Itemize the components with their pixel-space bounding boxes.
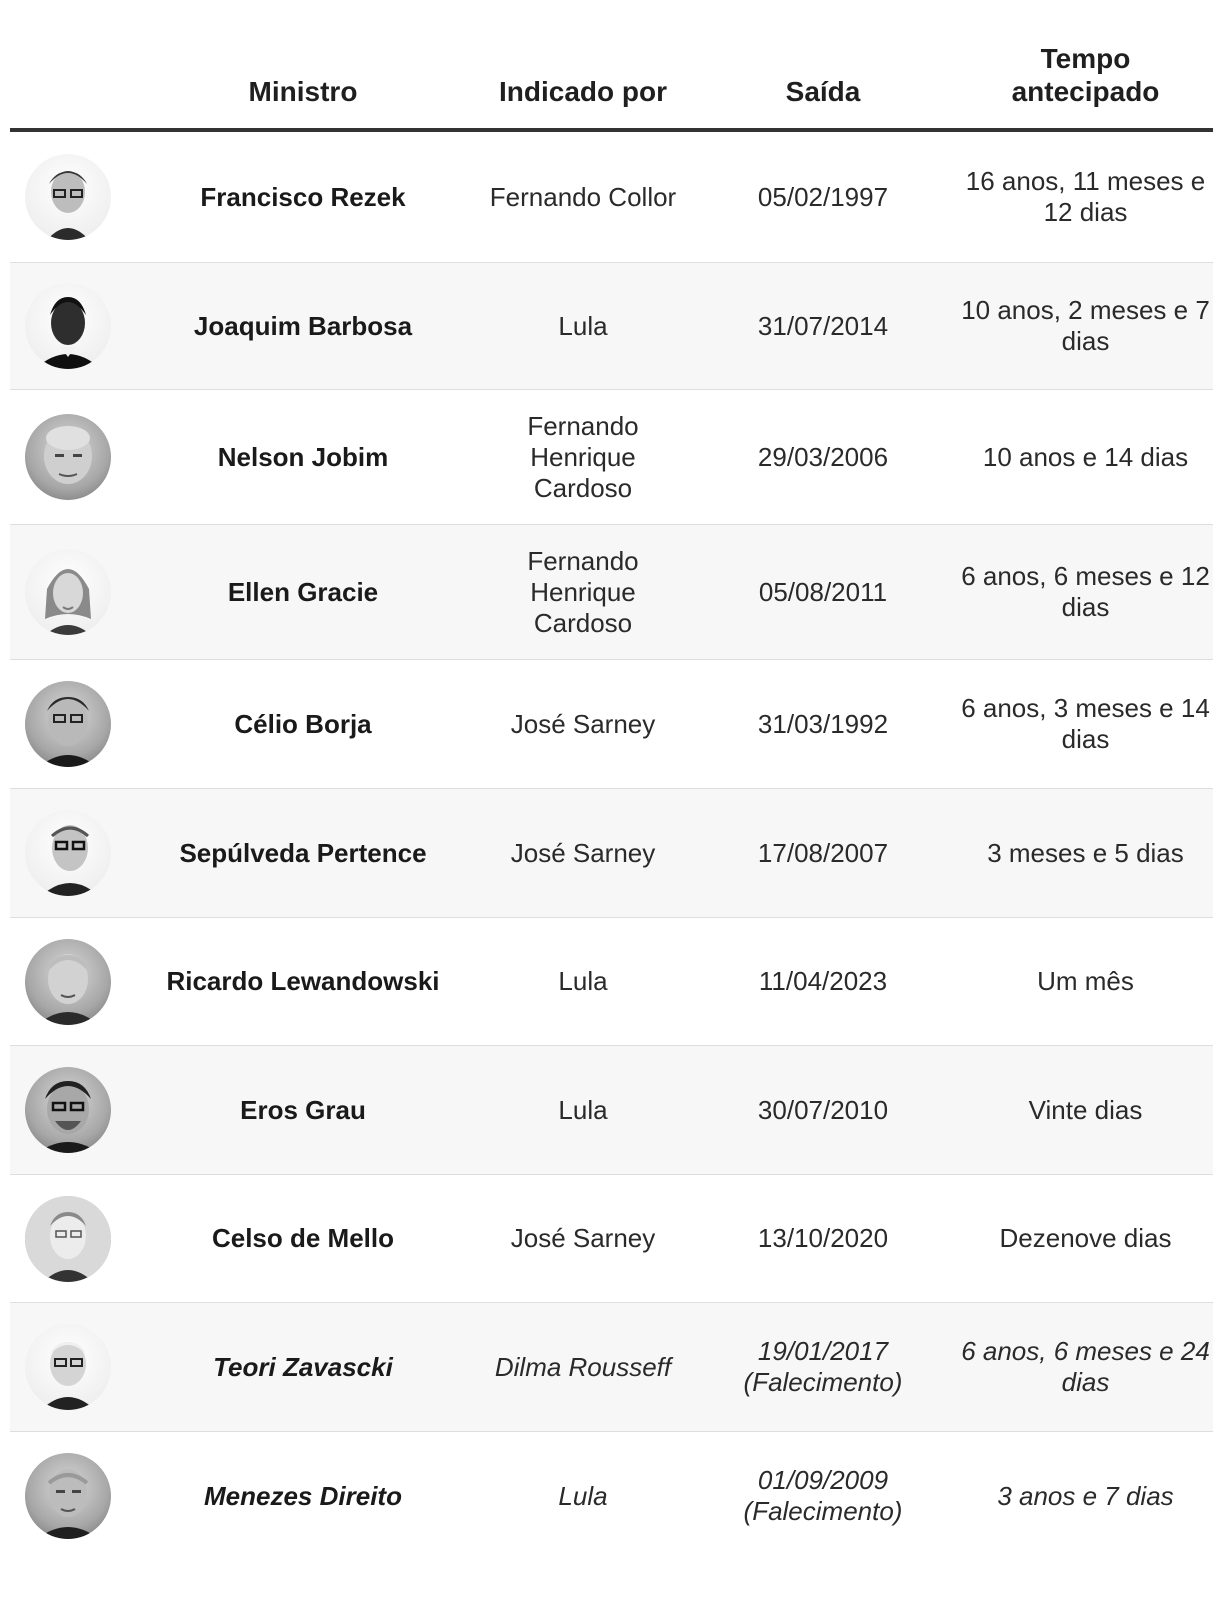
photo-cell [10,810,128,896]
photo-cell [10,681,128,767]
exit-date: 11/04/2023 [758,966,888,996]
time-anticipated: Vinte dias [1028,1094,1143,1125]
time-anticipated: 6 anos, 3 meses e 14 dias [961,693,1210,754]
exit-date: 29/03/2006 [757,441,889,472]
time-anticipated: 3 anos e 7 dias [997,1480,1174,1511]
photo-cell [10,1324,128,1410]
time-anticipated: 6 anos, 6 meses e 12 dias [961,561,1210,622]
header-ministro: Ministro [248,76,358,107]
table-row [10,918,1213,1046]
table-row [10,132,1213,263]
avatar [25,1324,111,1410]
time-anticipated: Um mês [1037,966,1134,996]
exit-date: 30/07/2010 [757,1094,889,1125]
ministers-table [10,0,1213,1560]
table-row [10,789,1213,918]
time-anticipated: 10 anos e 14 dias [982,441,1189,472]
time-anticipated: 6 anos, 6 meses e 24 dias [961,1336,1210,1397]
minister-name: Ricardo Lewandowski [166,966,440,996]
exit-date: 13/10/2020 [757,1223,889,1253]
minister-name: Joaquim Barbosa [193,310,413,341]
time-anticipated: 10 anos, 2 meses e 7 dias [961,295,1210,356]
exit-date: 19/01/2017 (Falecimento) [743,1336,903,1397]
table-row [10,1175,1213,1303]
avatar [25,154,111,240]
indicated-by: José Sarney [510,708,656,739]
exit-date: 31/03/1992 [757,708,889,739]
minister-name: Ellen Gracie [227,576,379,607]
photo-cell [10,1196,128,1282]
photo-cell [10,414,128,500]
photo-cell [10,283,128,369]
avatar [25,681,111,767]
indicated-by: Lula [558,310,608,341]
table-header [10,0,1213,132]
avatar [25,1067,111,1153]
table-row [10,1432,1213,1560]
minister-name: Celso de Mello [211,1223,395,1253]
photo-cell [10,1453,128,1539]
table-row [10,525,1213,660]
indicated-by: Lula [558,1480,608,1511]
exit-date: 17/08/2007 [757,837,889,868]
minister-name: Eros Grau [240,1094,366,1125]
exit-date: 05/02/1997 [757,181,889,212]
minister-name: Teori Zavascki [213,1351,393,1382]
minister-name: Sepúlveda Pertence [179,837,427,868]
avatar [25,1453,111,1539]
indicated-by: Fernando Henrique Cardoso [527,545,639,638]
table-row [10,390,1213,525]
indicated-by: Lula [558,966,608,996]
indicated-by: Fernando Henrique Cardoso [527,410,639,503]
minister-name: Francisco Rezek [200,181,406,212]
table-row [10,1303,1213,1432]
exit-date: 05/08/2011 [758,576,888,607]
indicated-by: José Sarney [510,1223,656,1253]
minister-name: Célio Borja [234,708,372,739]
header-indicado-por: Indicado por [499,76,667,107]
indicated-by: Dilma Rousseff [494,1351,672,1382]
exit-date: 31/07/2014 [757,310,889,341]
avatar [25,1196,111,1282]
photo-cell [10,939,128,1025]
photo-cell [10,154,128,240]
time-anticipated: Dezenove dias [999,1223,1172,1253]
avatar [25,939,111,1025]
avatar [25,810,111,896]
indicated-by: Fernando Collor [489,181,677,212]
indicated-by: José Sarney [510,837,656,868]
exit-date: 01/09/2009 (Falecimento) [743,1465,903,1526]
minister-name: Nelson Jobim [217,441,389,472]
photo-cell [10,549,128,635]
table-row [10,660,1213,789]
header-tempo-antecipado: Tempo antecipado [1011,43,1160,107]
time-anticipated: 16 anos, 11 meses e 12 dias [965,166,1206,227]
header-saida: Saída [785,76,861,107]
time-anticipated: 3 meses e 5 dias [987,837,1184,868]
photo-cell [10,1067,128,1153]
avatar [25,549,111,635]
table-row [10,263,1213,390]
table-row [10,1046,1213,1175]
avatar [25,414,111,500]
avatar [25,283,111,369]
indicated-by: Lula [558,1094,608,1125]
minister-name: Menezes Direito [204,1480,402,1511]
